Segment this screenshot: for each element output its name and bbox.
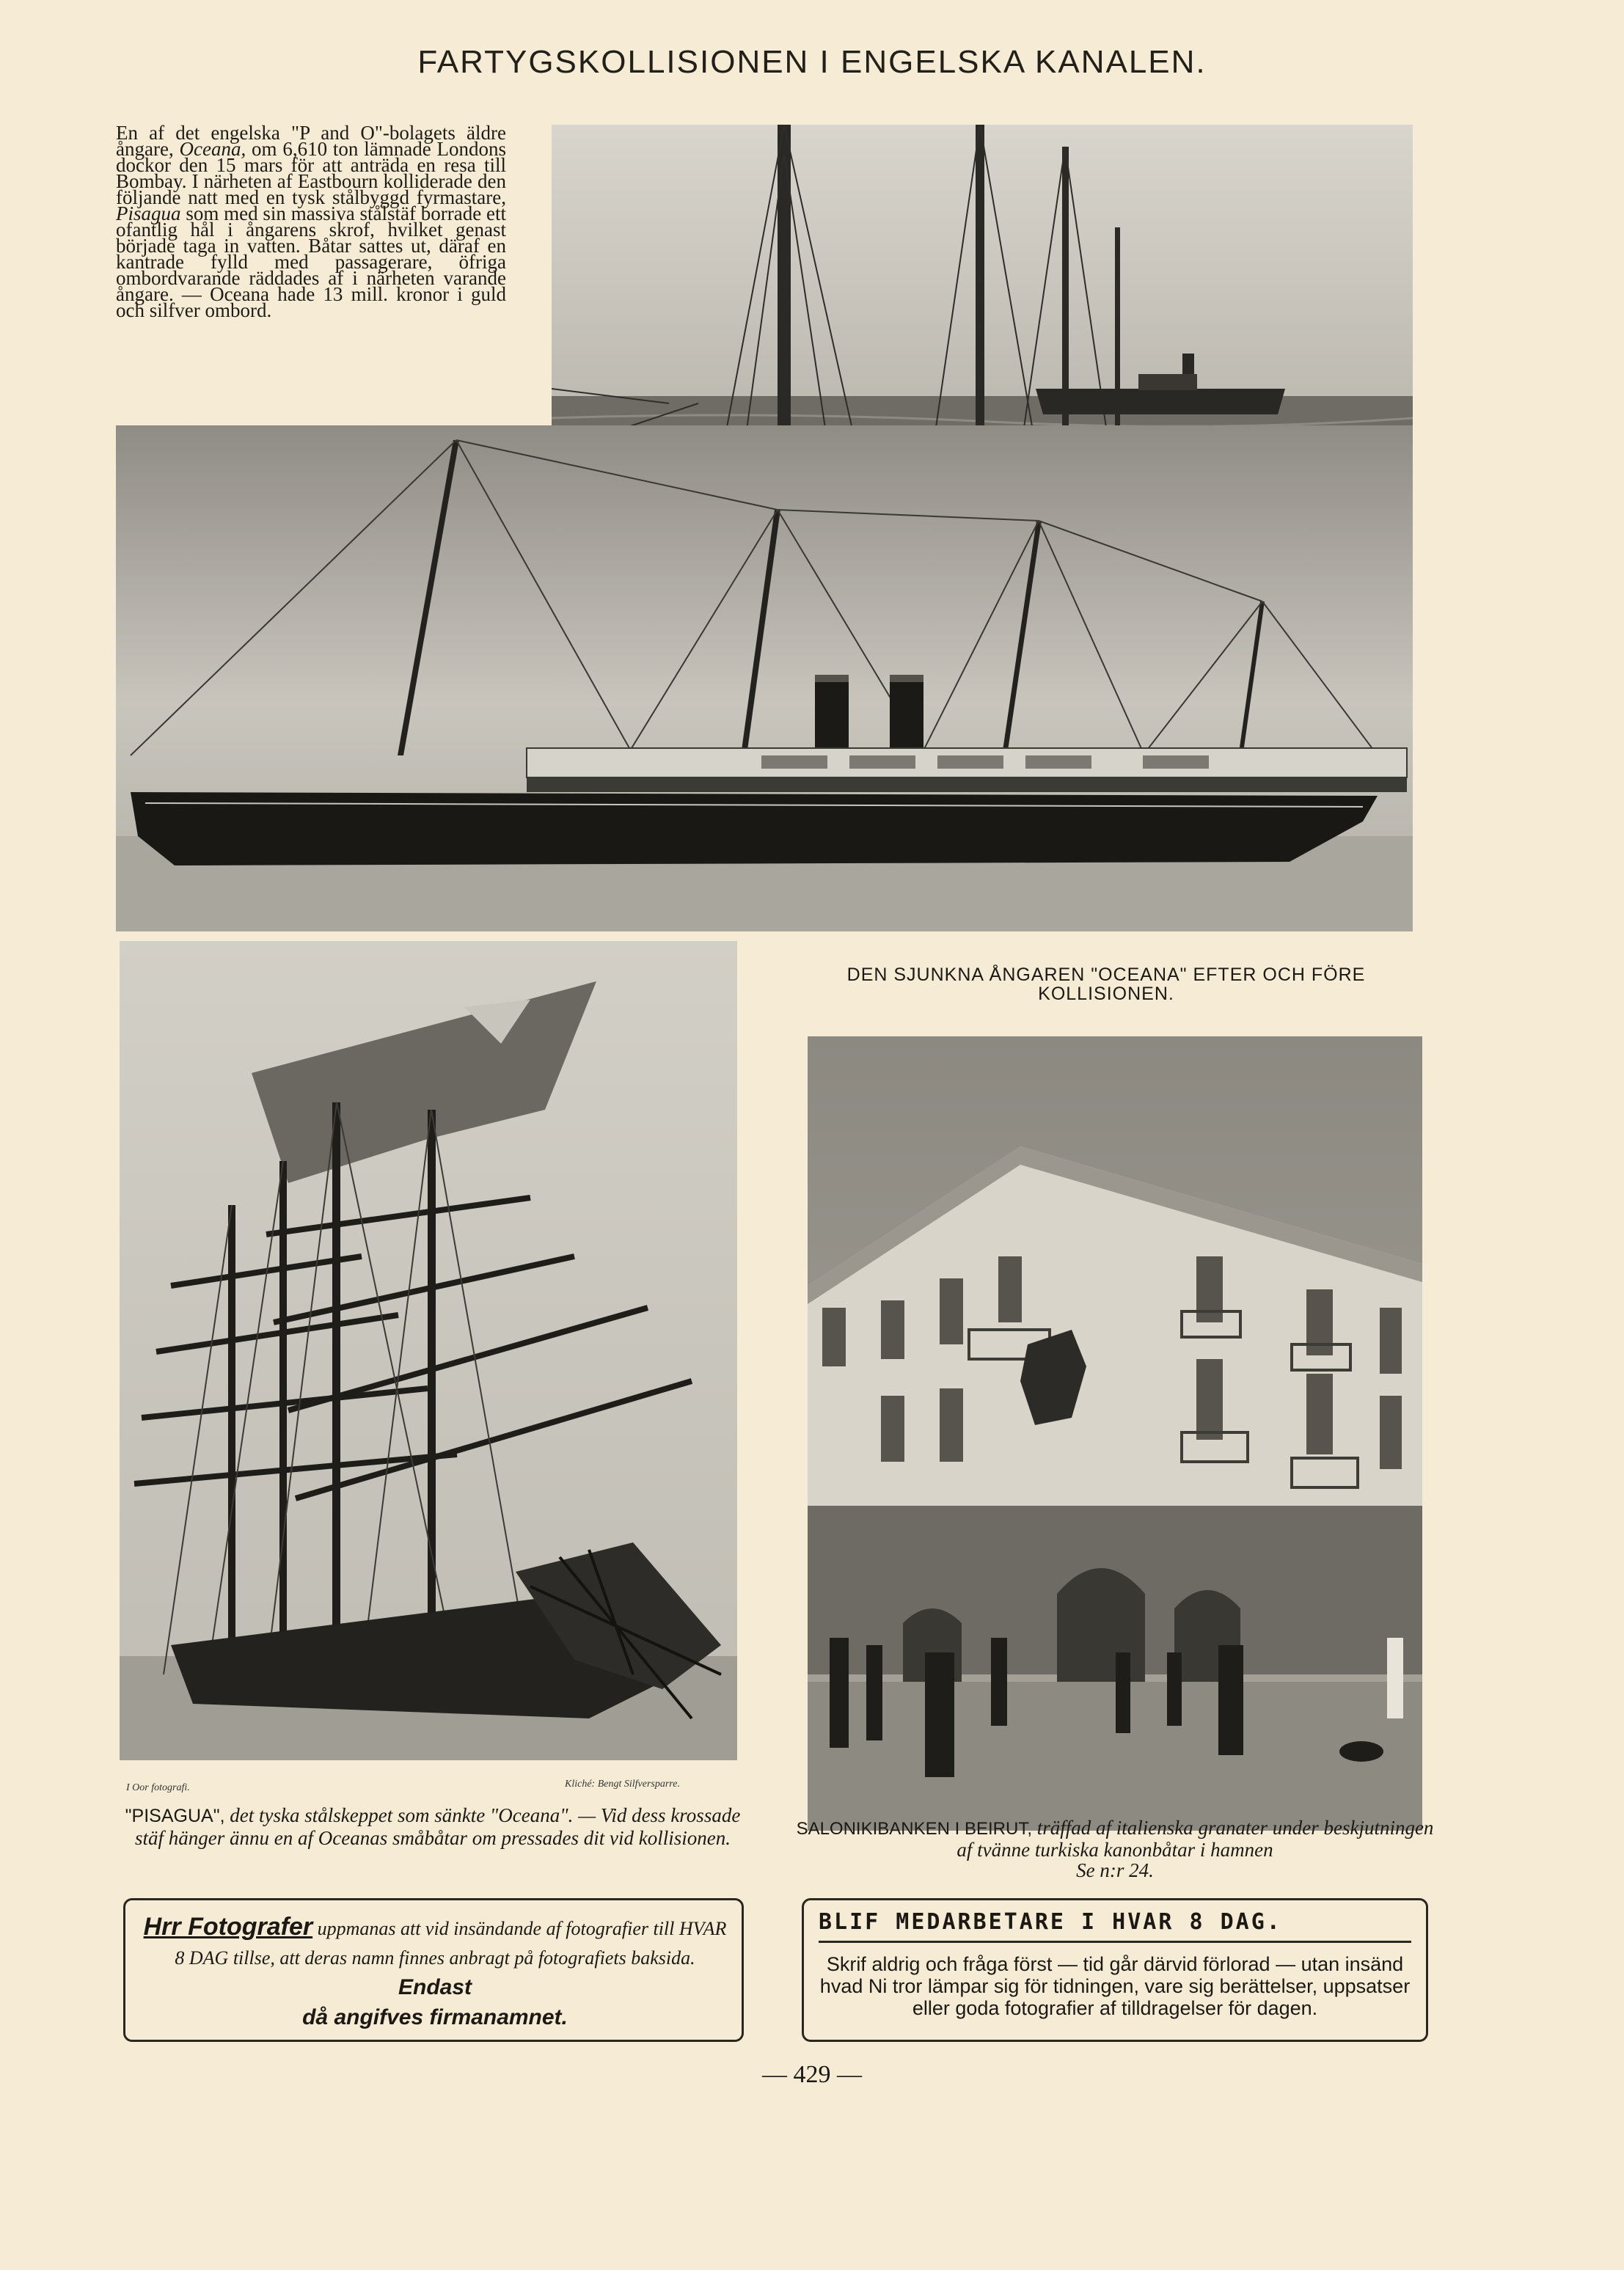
pisagua-photo-credit: I Oor fotografi. [126, 1782, 190, 1793]
oceana-caption [783, 965, 1429, 1003]
photo-oceana-before [116, 425, 1413, 931]
contributors-notice-text: Skrif aldrig och fråga först — tid går därvid förlorad — utan insänd hvad Ni tror lämpar sig för tidningen, vare sig berättelser, uppsatser eller goda fotografier af tilldragelser för dagen. [819, 1953, 1411, 2019]
photo-pisagua [120, 941, 737, 1760]
pisagua-cliche-credit: Kliché: Bengt Silfversparre. [565, 1779, 680, 1790]
beirut-caption-reference: Se n:r 24. [1076, 1859, 1154, 1881]
pisagua-caption-text: det tyska stålskeppet som sänkte "Oceana". — Vid dess krossade stäf hänger ännu en af Oceanas småbåtar om pressades dit vid kollisionen. [135, 1804, 741, 1849]
photo-salonikibanken-beirut [808, 1036, 1422, 1831]
intro-text-1: En af det engelska "P and O"-bolagets äldre ångare, [116, 122, 506, 160]
beirut-caption-text: träffad af italienska granater under beskjutningen af tvänne turkiska kanonbåtar i hamnen [957, 1817, 1434, 1861]
photographers-notice-body [142, 1912, 728, 2032]
page-title: FARTYGSKOLLISIONEN I ENGELSKA KANALEN. [417, 44, 1207, 80]
photographers-notice [123, 1898, 744, 2042]
ship-name-pisagua: Pisagua [116, 202, 181, 224]
oceana-caption-line1: DEN SJUNKNA ÅNGAREN "OCEANA" EFTER OCH FÖRE [846, 964, 1366, 985]
pisagua-caption-name: "PISAGUA", [125, 1806, 225, 1826]
pisagua-caption [117, 1804, 748, 1849]
intro-paragraph [116, 122, 506, 321]
ship-name-oceana: Oceana, [179, 138, 246, 160]
contributors-notice [802, 1898, 1428, 2042]
intro-text-3: som med sin massiva stålstäf borrade ett ofantlig hål i ångarens skrof, hvilket genast började taga in vatten. Båtar sattes ut, däraf en kantrade fylld med passagerare, öfriga ombordvarande räddades af i närheten varande ångare. — Oceana hade 13 mill. kronor i guld och silfver ombord. [116, 202, 506, 321]
photographers-notice-endast: Endast [398, 1975, 472, 1999]
contributors-notice-heading: BLIF MEDARBETARE I HVAR 8 DAG. [819, 1909, 1411, 1943]
page-number: — 429 — [762, 2061, 862, 2088]
photographers-notice-firmanamnet: då angifves firmanamnet. [302, 2005, 568, 2029]
beirut-caption-name: SALONIKIBANKEN I BEIRUT, [796, 1819, 1032, 1839]
oceana-caption-line2: KOLLISIONEN. [1038, 984, 1174, 1004]
photographers-notice-heading: Hrr Fotografer [143, 1913, 313, 1941]
beirut-caption [796, 1817, 1434, 1881]
photographers-notice-text: uppmanas att vid insändande af fotografier till HVAR 8 DAG tillse, att deras namn finnes anbragt på fotografiets baksida. [175, 1918, 727, 1969]
intro-text-2: om 6,610 ton lämnade Londons dockor den 15 mars för att anträda en resa till Bombay. I närheten af Eastbourn kolliderade den följande natt med en tysk stålbyggd fyrmastare, [116, 138, 506, 208]
